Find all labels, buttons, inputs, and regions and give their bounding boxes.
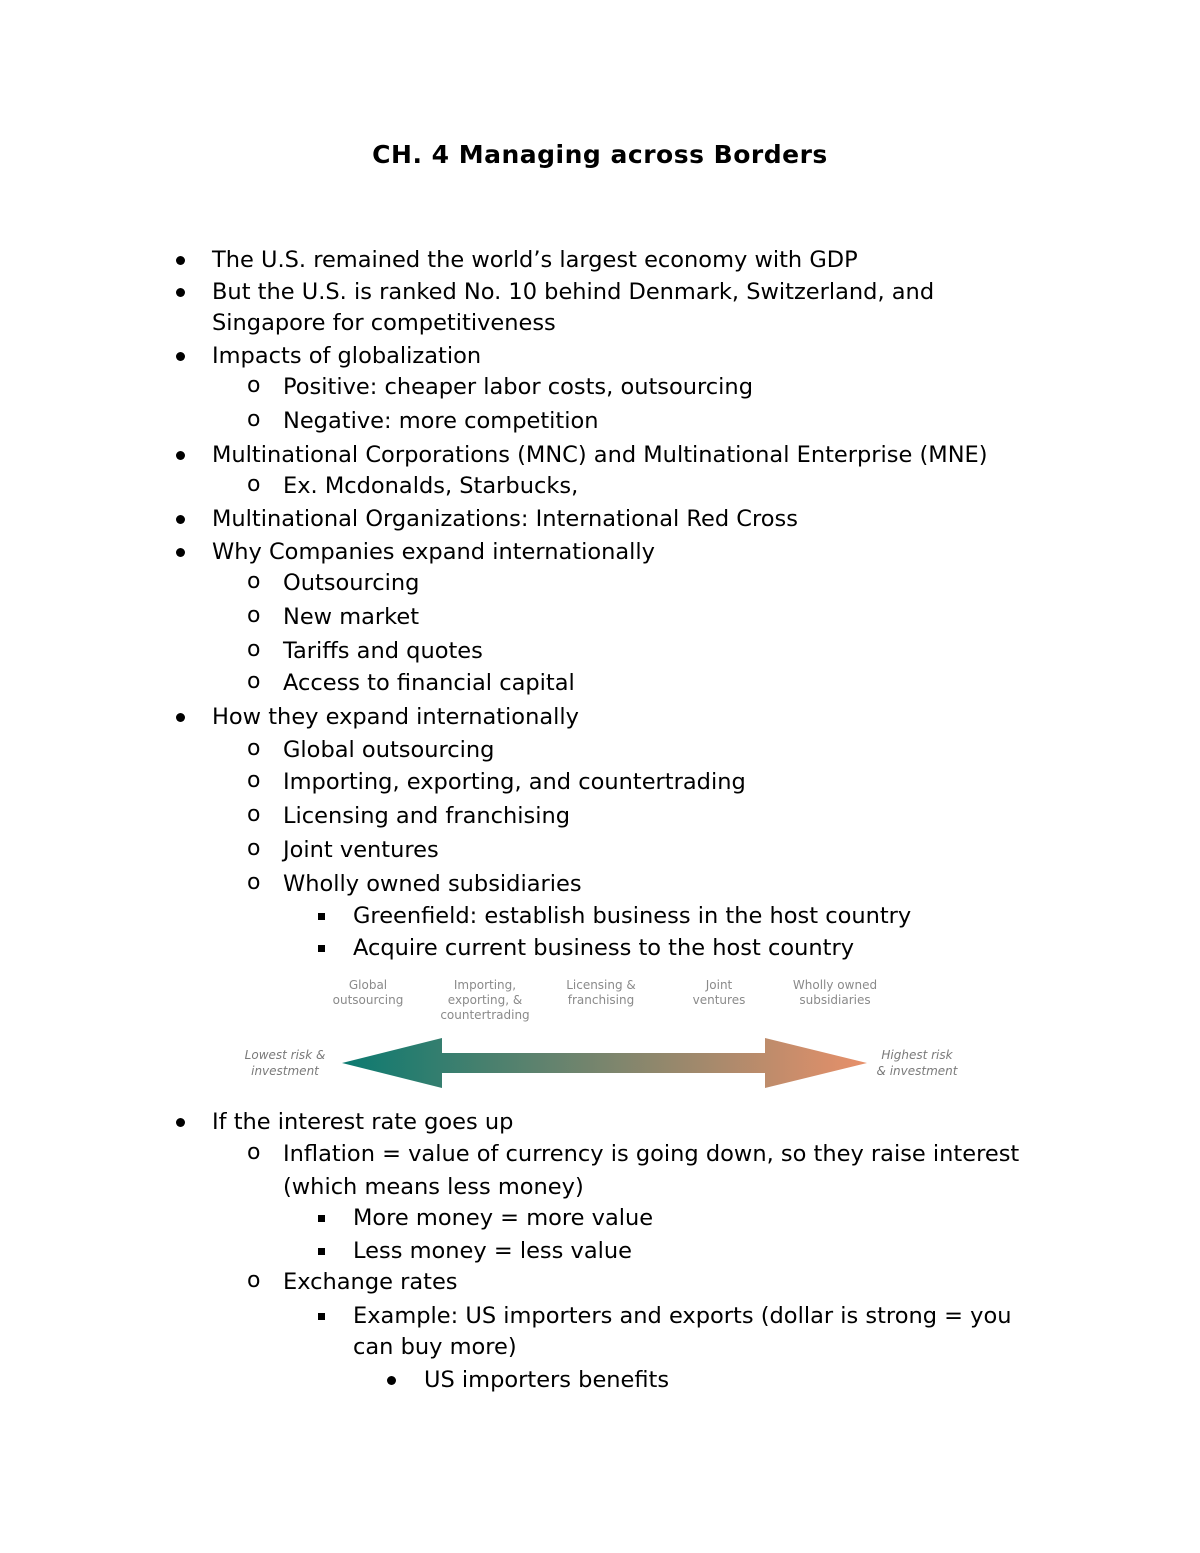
diagram-stage-importing-exporting: Importing, exporting, & countertrading — [440, 978, 530, 1022]
bullet-circle-icon: o — [247, 802, 261, 827]
bullet-dot-icon — [176, 288, 185, 297]
list-item: The U.S. remained the world’s largest economy with GDP — [212, 247, 858, 273]
bullet-square-icon — [318, 1313, 325, 1320]
list-item: Exchange rates — [283, 1269, 458, 1295]
bullet-dot-icon — [176, 1118, 185, 1127]
list-item: Negative: more competition — [283, 408, 599, 434]
bullet-dot-icon — [176, 548, 185, 557]
bullet-circle-icon: o — [247, 569, 261, 594]
list-item: Ex. Mcdonalds, Starbucks, — [283, 473, 579, 499]
bullet-circle-icon: o — [247, 637, 261, 662]
expansion-diagram — [230, 975, 970, 1095]
bullet-dot-icon — [176, 256, 185, 265]
diagram-stage-licensing-franchising: Licensing & franchising — [566, 978, 636, 1007]
bullet-dot-icon — [176, 352, 185, 361]
list-item: Access to financial capital — [283, 670, 575, 696]
bullet-circle-icon: o — [247, 472, 261, 497]
double-arrow — [230, 975, 970, 1095]
list-item: Joint ventures — [283, 837, 439, 863]
diagram-stage-wholly-owned: Wholly owned subsidiaries — [792, 978, 878, 1007]
list-item: Impacts of globalization — [212, 343, 482, 369]
bullet-dot-icon — [176, 451, 185, 460]
list-item: New market — [283, 604, 420, 630]
list-item: Example: US importers and exports (dollar is strong = you — [353, 1303, 1012, 1329]
list-item: Greenfield: establish business in the host country — [353, 903, 912, 929]
list-item: can buy more) — [353, 1334, 517, 1360]
bullet-circle-icon: o — [247, 736, 261, 761]
list-item: Acquire current business to the host country — [353, 935, 855, 961]
list-item: (which means less money) — [283, 1174, 584, 1200]
bullet-circle-icon: o — [247, 603, 261, 628]
list-item: How they expand internationally — [212, 704, 579, 730]
page-title: CH. 4 Managing across Borders — [372, 140, 828, 169]
list-item: Global outsourcing — [283, 737, 495, 763]
list-item: US importers benefits — [424, 1367, 670, 1393]
list-item: Why Companies expand internationally — [212, 539, 655, 565]
list-item: Outsourcing — [283, 570, 420, 596]
bullet-dot-icon — [176, 515, 185, 524]
diagram-left-label: Lowest risk & investment — [244, 1048, 326, 1078]
diagram-right-label: Highest risk & investment — [876, 1048, 958, 1078]
diagram-stage-joint-ventures: Joint ventures — [692, 978, 746, 1007]
list-item: More money = more value — [353, 1205, 654, 1231]
bullet-circle-icon: o — [247, 870, 261, 895]
list-item: If the interest rate goes up — [212, 1109, 514, 1135]
bullet-circle-icon: o — [247, 836, 261, 861]
bullet-circle-icon: o — [247, 669, 261, 694]
bullet-circle-icon: o — [247, 407, 261, 432]
list-item: Importing, exporting, and countertrading — [283, 769, 746, 795]
bullet-circle-icon: o — [247, 768, 261, 793]
bullet-dot-icon — [176, 713, 185, 722]
bullet-circle-icon: o — [247, 1268, 261, 1293]
bullet-circle-icon: o — [247, 1140, 261, 1165]
list-item: Licensing and franchising — [283, 803, 571, 829]
bullet-square-icon — [318, 945, 325, 952]
bullet-circle-icon: o — [247, 373, 261, 398]
bullet-square-icon — [318, 913, 325, 920]
list-item: Tariffs and quotes — [283, 638, 483, 664]
list-item: Singapore for competitiveness — [212, 310, 556, 336]
list-item: Multinational Organizations: International Red Cross — [212, 506, 798, 532]
list-item: Inflation = value of currency is going down, so they raise interest — [283, 1141, 1020, 1167]
bullet-dot-icon — [387, 1376, 396, 1385]
bullet-square-icon — [318, 1248, 325, 1255]
list-item: Positive: cheaper labor costs, outsourcing — [283, 374, 753, 400]
list-item: Wholly owned subsidiaries — [283, 871, 582, 897]
diagram-stage-global-outsourcing: Global outsourcing — [332, 978, 404, 1007]
bullet-square-icon — [318, 1215, 325, 1222]
list-item: Multinational Corporations (MNC) and Multinational Enterprise (MNE) — [212, 442, 988, 468]
list-item: But the U.S. is ranked No. 10 behind Denmark, Switzerland, and — [212, 279, 935, 305]
list-item: Less money = less value — [353, 1238, 632, 1264]
